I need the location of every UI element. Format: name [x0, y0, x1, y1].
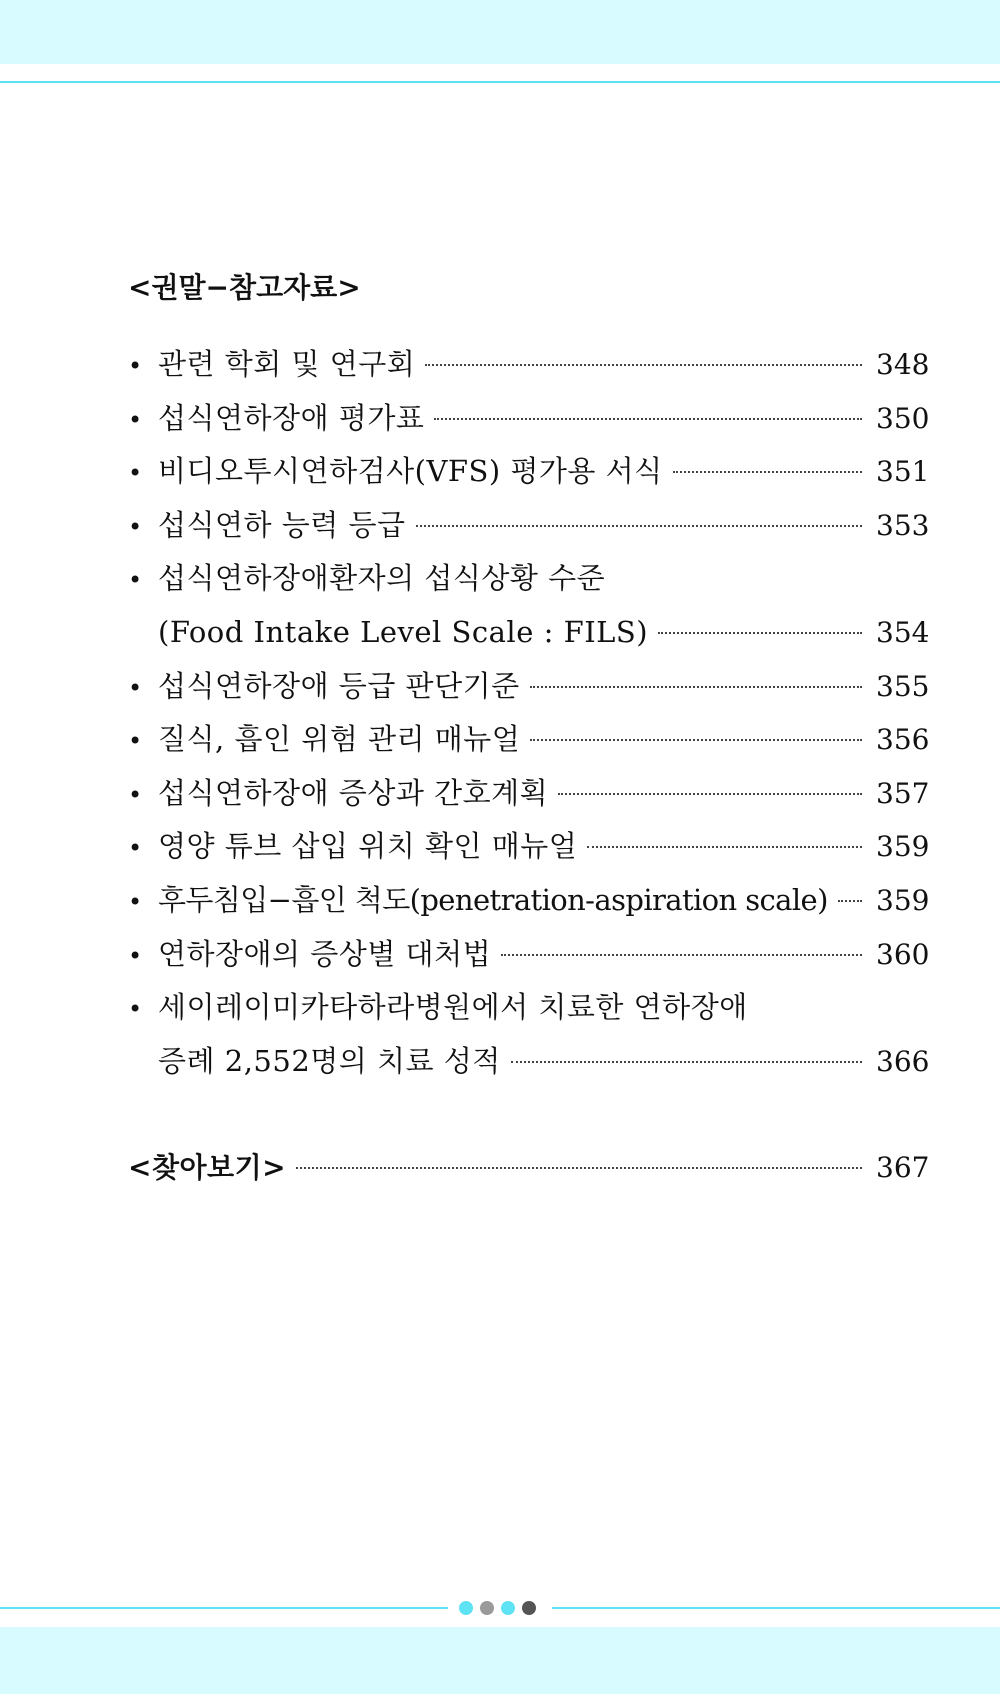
- entry-title: 관련 학회 및 연구회: [158, 347, 416, 381]
- toc-entry-continuation[interactable]: [128, 606, 930, 660]
- bullet: •: [128, 512, 143, 541]
- indicator-dot: [501, 1601, 515, 1615]
- toc-entry[interactable]: [128, 499, 930, 553]
- bullet: •: [128, 352, 143, 380]
- entry-title: 섭식연하 능력 등급: [158, 507, 406, 542]
- dot-leader: [416, 525, 862, 527]
- toc-entry[interactable]: [128, 874, 930, 928]
- page-number: 360: [876, 937, 930, 971]
- bullet: •: [128, 673, 143, 702]
- bullet: •: [128, 834, 143, 863]
- dot-leader: [558, 793, 862, 795]
- indicator-dot: [459, 1601, 473, 1615]
- index-entry[interactable]: [128, 1141, 930, 1195]
- top-rule: [0, 81, 1000, 83]
- page-number: 348: [876, 348, 930, 381]
- page-number: 354: [876, 615, 930, 649]
- toc-entry[interactable]: [128, 552, 926, 606]
- entry-title: 섭식연하장애 평가표: [158, 400, 425, 435]
- page-number: 367: [876, 1151, 930, 1185]
- page-number: 355: [876, 669, 930, 703]
- toc-entry[interactable]: [128, 981, 926, 1035]
- dot-leader: [587, 846, 862, 848]
- indicator-dot: [480, 1601, 494, 1615]
- dot-leader: [658, 632, 862, 634]
- page-number: 356: [876, 723, 930, 757]
- entry-title: 섭식연하장애환자의 섭식상황 수준: [158, 561, 606, 596]
- bullet: •: [128, 887, 143, 916]
- page-number: 351: [876, 455, 930, 489]
- dot-leader: [434, 418, 862, 420]
- bottom-rule-left: [0, 1607, 448, 1609]
- toc-entry[interactable]: [128, 713, 930, 767]
- index-title: <찾아보기>: [128, 1151, 287, 1185]
- entry-subtitle: (Food Intake Level Scale : FILS): [158, 614, 649, 649]
- entry-title: 연하장애의 증상별 대처법: [158, 936, 492, 971]
- toc-entry[interactable]: [128, 820, 930, 874]
- bottom-band: [0, 1627, 1000, 1694]
- toc-entry[interactable]: [128, 445, 930, 499]
- entry-title: 영양 튜브 삽입 위치 확인 매뉴얼: [158, 829, 578, 864]
- bullet: •: [128, 941, 143, 970]
- toc-content: [128, 268, 930, 1195]
- toc-entry[interactable]: [128, 928, 930, 982]
- bullet: •: [128, 566, 143, 595]
- dot-leader: [838, 900, 862, 902]
- entry-title: 후두침입−흡인 척도(penetration-aspiration scale): [158, 882, 828, 917]
- dot-leader: [511, 1061, 862, 1063]
- page-number: 353: [876, 508, 930, 542]
- dot-leader: [530, 686, 862, 688]
- entry-title: 섭식연하장애 증상과 간호계획: [158, 775, 549, 810]
- dot-leader: [425, 364, 862, 366]
- entry-subtitle: 증례 2,552명의 치료 성적: [158, 1043, 501, 1078]
- bottom-rule-right: [552, 1607, 1000, 1609]
- toc-entry-continuation[interactable]: [128, 1035, 930, 1089]
- page-number: 357: [876, 776, 930, 810]
- top-band: [0, 0, 1000, 64]
- entry-title: 섭식연하장애 등급 판단기준: [158, 668, 520, 703]
- dot-leader: [501, 954, 862, 956]
- bullet: •: [128, 780, 143, 809]
- bullet: •: [128, 405, 143, 434]
- dot-leader: [673, 471, 862, 473]
- toc-entry[interactable]: [128, 338, 930, 392]
- bullet: •: [128, 995, 143, 1024]
- page-number: 350: [876, 401, 930, 435]
- toc-entry[interactable]: [128, 392, 930, 446]
- toc-entry[interactable]: [128, 767, 930, 821]
- bullet: •: [128, 459, 143, 488]
- page-number: 359: [876, 830, 930, 864]
- bullet: •: [128, 727, 143, 756]
- dot-leader: [530, 739, 862, 741]
- dot-leader: [296, 1167, 862, 1169]
- entry-title: 비디오투시연하검사(VFS) 평가용 서식: [158, 454, 663, 489]
- page-number: 359: [876, 883, 930, 917]
- page-indicator: [459, 1600, 536, 1616]
- toc-entry[interactable]: [128, 660, 930, 714]
- section-title: <권말−참고자료>: [128, 271, 361, 304]
- indicator-dot: [522, 1601, 536, 1615]
- page-number: 366: [876, 1044, 930, 1078]
- entry-title: 세이레이미카타하라병원에서 치료한 연하장애: [158, 990, 748, 1025]
- entry-title: 질식, 흡인 위험 관리 매뉴얼: [158, 722, 521, 757]
